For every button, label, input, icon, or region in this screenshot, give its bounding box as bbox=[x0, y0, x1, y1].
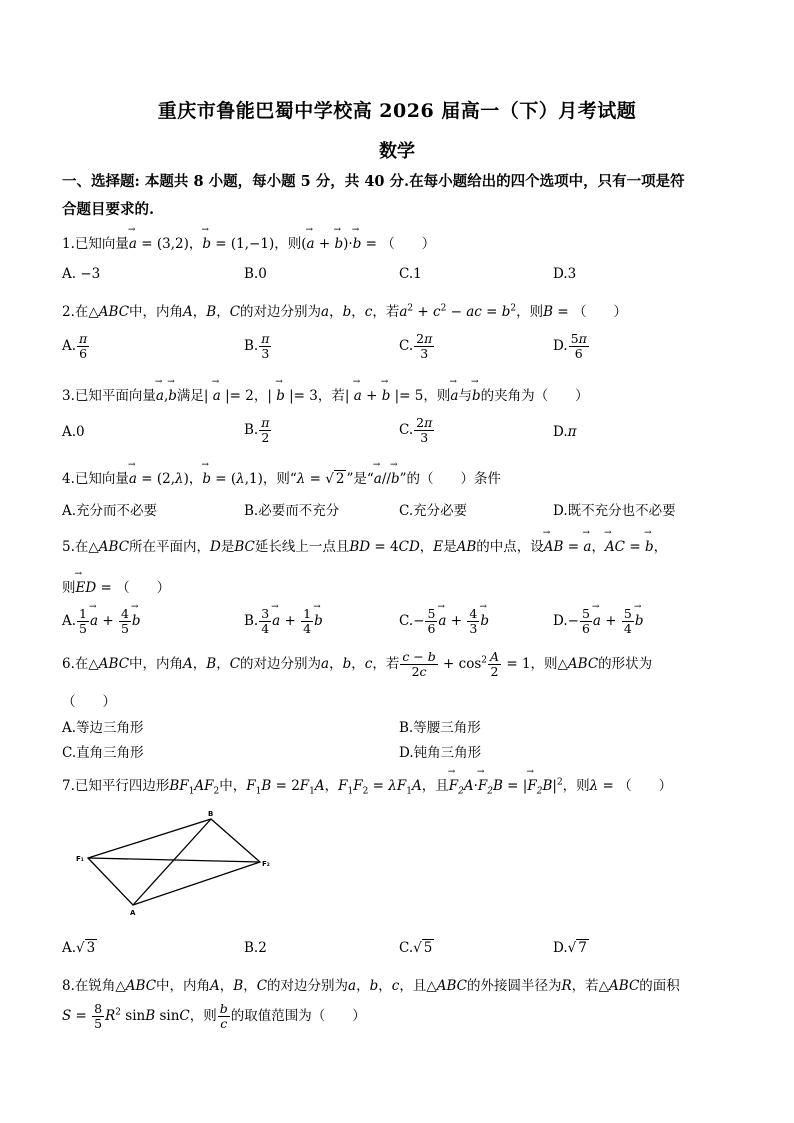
label-f2: F₂ bbox=[262, 860, 270, 868]
question-3: 3.已知平面向量→ a,→ b满足| → a |= 2，| → b |= 3，若| → a + → b |= 5，则→ a与→ b的夹角为（ ） bbox=[62, 384, 589, 404]
q5-option-b: B. $\frac{3}{4}$ → a + $\frac{1}{4}$ → b bbox=[244, 607, 323, 636]
question-6-paren: （ ） bbox=[62, 694, 116, 710]
q3-option-b: B. $\frac{\pi}{2}$ bbox=[244, 415, 270, 445]
q4-option-a: A.充分而不必要 bbox=[62, 503, 158, 519]
q4-option-d: D.既不充分也不必要 bbox=[553, 503, 676, 519]
q7-option-d: D.√ 7 bbox=[553, 940, 587, 956]
section-heading-line2: 合题目要求的. bbox=[62, 201, 155, 218]
q6-option-b: B.等腰三角形 bbox=[399, 720, 481, 736]
question-4: 4.已知向量→ a = (2,λ)，→ b = (λ,1)，则“λ = √ 2 ”是“→ a//→ b”的（ ）条件 bbox=[62, 467, 501, 487]
q1-option-a: A. −3 bbox=[62, 266, 101, 282]
question-7: 7.已知平行四边形$BF_1AF_2$中，$F_1B = 2F_1A$，$F_1F_2 = \lambda F_1A$，且→ $F_2A\cdot\to F_2B$ = |→ $F_2B|^2$，则λ = （ ） bbox=[62, 774, 672, 797]
question-8: 8.在锐角△ABC中，内角A，B，C的对边分别为a，b，c，且△ABC的外接圆半径为R，若△ABC的面积 bbox=[62, 978, 680, 994]
q2-option-d: D. $\frac{5\pi}{6}$ bbox=[553, 331, 587, 361]
question-8-line2: S = $\frac{8}{5}$ $R^2$ sinB sinC，则 $\frac{b}{c}$ 的取值范围为（ ） bbox=[62, 1001, 366, 1031]
q2-option-c: C. $\frac{2\pi}{3}$ bbox=[399, 331, 433, 361]
parallelogram-figure bbox=[74, 808, 274, 918]
q3-option-d: D.π bbox=[553, 424, 577, 440]
section-heading-line1: 一、选择题: 本题共 8 小题，每小题 5 分，共 40 分.在每小题给出的四个选项中，只有一项是符 bbox=[62, 173, 685, 190]
q5-option-d: D.− $\frac{5}{6}$ → a + $\frac{5}{4}$ → b bbox=[553, 607, 643, 636]
question-6: 6.在△ABC中，内角A，B，C的对边分别为a，b，c，若 $\frac{c - b}{2c}$ + $\cos^2$ $\frac{A}{2}$ = 1，则△ABC的形状为 bbox=[62, 649, 653, 679]
question-1: 1.已知向量→ a = (3,2)，→ b = (1,−1)，则(→ a + → b)·→ b = （ ） bbox=[62, 232, 435, 252]
q4-option-b: B.必要而不充分 bbox=[244, 503, 340, 519]
subject-title: 数学 bbox=[379, 141, 415, 162]
question-5: 5.在△ABC所在平面内，D是BC延长线上一点且BD = 4CD，E是AB的中点，设→ AB = → a，→ AC = → b， bbox=[62, 535, 667, 555]
question-5-line2: 则→ ED = （ ） bbox=[62, 576, 170, 596]
q4-option-c: C.充分必要 bbox=[399, 503, 468, 519]
section-heading bbox=[62, 168, 742, 224]
q3-option-a: A.0 bbox=[62, 424, 85, 440]
page-title: 重庆市鲁能巴蜀中学校高 2026 届高一（下）月考试题 bbox=[157, 100, 637, 122]
q5-option-a: A. $\frac{1}{5}$ → a + $\frac{4}{5}$ → b bbox=[62, 607, 141, 636]
q7-option-a: A.√ 3 bbox=[62, 940, 96, 956]
q1-option-d: D.3 bbox=[553, 266, 577, 282]
q2-option-b: B. $\frac{\pi}{3}$ bbox=[244, 331, 270, 361]
label-a: A bbox=[130, 909, 136, 917]
q6-option-a: A.等边三角形 bbox=[62, 720, 144, 736]
label-f1: F₁ bbox=[76, 855, 84, 863]
q7-option-c: C.√ 5 bbox=[399, 940, 433, 956]
q6-option-c: C.直角三角形 bbox=[62, 745, 144, 761]
q1-option-b: B.0 bbox=[244, 266, 267, 282]
q1-option-c: C.1 bbox=[399, 266, 422, 282]
label-b: B bbox=[208, 810, 214, 818]
question-2: 2.在△ABC中，内角A，B，C的对边分别为a，b，c，若$a^2 + c^2$ − ac = $b^2$，则B = （ ） bbox=[62, 303, 627, 320]
q6-option-d: D.钝角三角形 bbox=[399, 745, 482, 761]
q3-option-c: C. $\frac{2\pi}{3}$ bbox=[399, 415, 433, 445]
q5-option-c: C.− $\frac{5}{6}$ → a + $\frac{4}{3}$ → b bbox=[399, 607, 489, 636]
q7-option-b: B.2 bbox=[244, 940, 267, 956]
q2-option-a: A. $\frac{\pi}{6}$ bbox=[62, 331, 88, 361]
